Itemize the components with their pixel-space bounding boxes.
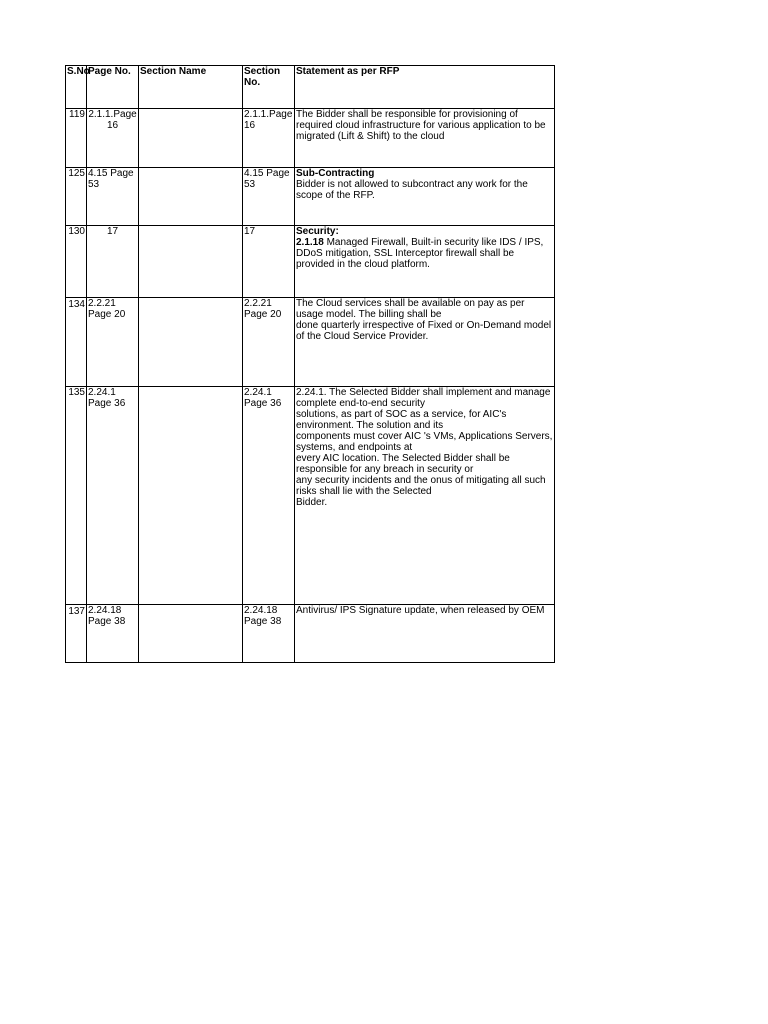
header-page-no: Page No. (87, 66, 139, 109)
cell-sno: 125 (66, 168, 87, 226)
statement-line: The Cloud services shall be available on pay as per usage model. The billing shall be (296, 298, 525, 320)
cell-section-no: 2.2.21 Page 20 (243, 298, 295, 387)
cell-page-no: 2.2.21 Page 20 (87, 298, 139, 387)
cell-section-name (139, 109, 243, 168)
cell-sno: 137 (66, 605, 87, 663)
statement-line: any security incidents and the onus of mitigating all such risks shall lie with the Selected (296, 475, 546, 497)
table-row (66, 226, 555, 298)
cell-statement (295, 226, 555, 298)
statement-line: solutions, as part of SOC as a service, for AIC's environment. The solution and its (296, 409, 507, 431)
table-row (66, 168, 555, 226)
table-row (66, 387, 555, 605)
cell-page-no: 2.24.1 Page 36 (87, 387, 139, 605)
cell-section-name (139, 605, 243, 663)
header-section-no: Section No. (243, 66, 295, 109)
table-header-row (66, 66, 555, 109)
cell-section-no: 2.1.1.Page 16 (243, 109, 295, 168)
cell-section-name (139, 387, 243, 605)
header-statement: Statement as per RFP (295, 66, 555, 109)
table-row (66, 298, 555, 387)
statement-line: every AIC location. The Selected Bidder shall be responsible for any breach in security or (296, 453, 510, 475)
statement-text: Bidder is not allowed to subcontract any work for the scope of the RFP. (296, 179, 528, 201)
cell-page-no: 17 (87, 226, 139, 298)
rfp-compliance-table (65, 65, 555, 663)
header-section-name: Section Name (139, 66, 243, 109)
cell-sno: 134 (66, 298, 87, 387)
statement-title: Sub-Contracting (296, 168, 375, 179)
cell-section-no: 4.15 Page 53 (243, 168, 295, 226)
cell-statement (295, 298, 555, 387)
statement-line: done quarterly irrespective of Fixed or On-Demand model of the Cloud Service Provider. (296, 320, 552, 342)
statement-text: Managed Firewall, Built-in security like IDS / IPS, DDoS mitigation, SSL Interceptor firewall shall be provided in the cloud platform. (296, 237, 544, 270)
table-row (66, 605, 555, 663)
statement-line: components must cover AIC 's VMs, Applications Servers, systems, and endpoints at (296, 431, 553, 453)
cell-statement (295, 387, 555, 605)
header-sno: S.No (66, 66, 87, 109)
table-row (66, 109, 555, 168)
cell-section-name (139, 298, 243, 387)
cell-sno: 119 (66, 109, 87, 168)
cell-statement: Antivirus/ IPS Signature update, when released by OEM (295, 605, 555, 663)
statement-ref: 2.1.18 (296, 237, 324, 248)
cell-page-no: 2.24.18 Page 38 (87, 605, 139, 663)
cell-section-no: 17 (243, 226, 295, 298)
cell-section-name (139, 226, 243, 298)
cell-section-name (139, 168, 243, 226)
statement-title: Security: (296, 226, 339, 237)
cell-sno: 135 (66, 387, 87, 605)
cell-section-no: 2.24.1 Page 36 (243, 387, 295, 605)
cell-sno: 130 (66, 226, 87, 298)
statement-line: Bidder. (296, 497, 328, 508)
cell-statement (295, 168, 555, 226)
cell-page-no: 2.1.1.Page 16 (87, 109, 139, 168)
cell-page-no: 4.15 Page 53 (87, 168, 139, 226)
cell-statement: The Bidder shall be responsible for provisioning of required cloud infrastructure for various application to be migrated (Lift & Shift) to the cloud (295, 109, 555, 168)
statement-line: 2.24.1. The Selected Bidder shall implement and manage complete end-to-end security (296, 387, 551, 409)
cell-section-no: 2.24.18 Page 38 (243, 605, 295, 663)
